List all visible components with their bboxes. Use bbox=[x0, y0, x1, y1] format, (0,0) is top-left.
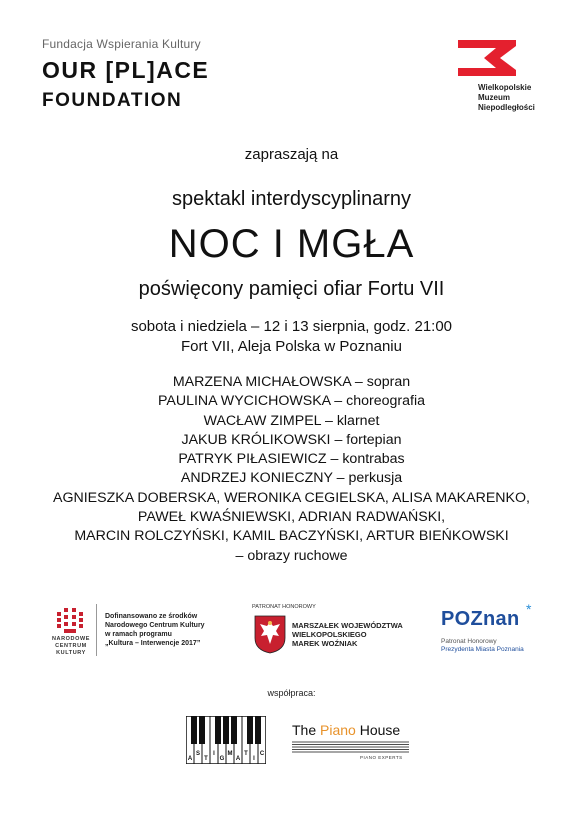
piano-house-subtitle: PIANO EXPERTS bbox=[360, 755, 403, 760]
astigmatic-letter: G bbox=[219, 756, 225, 762]
cooperation-label: współpraca: bbox=[267, 688, 316, 698]
astigmatic-letter: I bbox=[213, 751, 215, 757]
nck-logo-line: CENTRUM bbox=[55, 643, 87, 649]
org-logo-line1: OUR [PL]ACE bbox=[42, 57, 210, 83]
event-place: Fort VII, Aleja Polska w Poznaniu bbox=[181, 338, 402, 355]
nck-logo-text bbox=[46, 636, 96, 657]
astigmatic-letter: T bbox=[244, 751, 248, 757]
nck-description bbox=[105, 612, 225, 648]
patronat-label: PATRONAT HONOROWY bbox=[252, 604, 316, 610]
cast-line: WACŁAW ZIMPEL – klarnet bbox=[203, 412, 380, 429]
event-subtitle: spektakl interdyscyplinarny bbox=[172, 188, 411, 210]
marszalek-line: MARSZAŁEK WOJEWÓDZTWA bbox=[292, 621, 403, 630]
astigmatic-letter: S bbox=[195, 751, 201, 757]
org-logo-line2: FOUNDATION bbox=[42, 90, 183, 111]
cast-line: – obrazy ruchowe bbox=[235, 547, 348, 564]
cast-line: PAULINA WYCICHOWSKA – choreografia bbox=[157, 393, 426, 410]
poznan-prezydent: Prezydenta Miasta Poznania bbox=[441, 646, 524, 653]
museum-logo bbox=[456, 38, 518, 78]
astigmatic-letter: M bbox=[227, 751, 233, 757]
cast-line: MARCIN ROLCZYŃSKI, KAMIL BACZYŃSKI, ARTUR BIEŃKOWSKI bbox=[74, 528, 509, 545]
poznan-star-icon: * bbox=[526, 601, 532, 617]
cast-line: MARZENA MICHAŁOWSKA – sopran bbox=[172, 374, 411, 390]
event-date: sobota i niedziela – 12 i 13 sierpnia, godz. 21:00 bbox=[130, 318, 453, 335]
nck-logo-line: NARODOWE bbox=[51, 636, 91, 642]
cast-line: ANDRZEJ KONIECZNY – perkusja bbox=[180, 470, 403, 487]
astigmatic-letter: A bbox=[235, 756, 241, 762]
museum-name bbox=[478, 83, 535, 113]
marszalek-line: WIELKOPOLSKIEGO bbox=[292, 630, 367, 639]
nck-divider bbox=[96, 604, 97, 656]
astigmatic-logo-icon bbox=[186, 716, 266, 764]
nck-logo-line: KULTURY bbox=[56, 650, 86, 656]
poznan-logo: POZnan bbox=[441, 608, 520, 630]
cast-list bbox=[0, 373, 583, 566]
cast-line: JAKUB KRÓLIKOWSKI – fortepian bbox=[181, 431, 402, 448]
nck-desc-line: w ramach programu bbox=[105, 631, 172, 638]
cast-line: AGNIESZKA DOBERSKA, WERONIKA CEGIELSKA, ALISA MAKARENKO, bbox=[52, 489, 530, 506]
nck-desc-line: Narodowego Centrum Kultury bbox=[105, 622, 205, 629]
marszalek-line: MAREK WOŹNIAK bbox=[292, 639, 358, 648]
nck-logo-icon bbox=[56, 606, 84, 634]
museum-name-line: Niepodległości bbox=[478, 103, 535, 112]
invite-text: zapraszają na bbox=[244, 146, 339, 163]
cast-line: PAWEŁ KWAŚNIEWSKI, ADRIAN RADWAŃSKI, bbox=[137, 509, 446, 526]
org-name-small: Fundacja Wspierania Kultury bbox=[42, 37, 201, 51]
astigmatic-letter: A bbox=[187, 756, 193, 762]
astigmatic-letter: T bbox=[204, 756, 208, 762]
eagle-crest-icon bbox=[253, 614, 287, 654]
museum-name-line: Wielkopolskie bbox=[478, 83, 532, 92]
nck-desc-line: Dofinansowano ze środków bbox=[105, 613, 198, 620]
marszalek-text bbox=[292, 621, 403, 648]
music-staff-icon bbox=[292, 741, 409, 753]
astigmatic-letter: C bbox=[259, 751, 265, 757]
event-title: NOC I MGŁA bbox=[168, 222, 415, 266]
cast-line: PATRYK PIŁASIEWICZ – kontrabas bbox=[178, 451, 405, 468]
piano-house-pre: The bbox=[292, 722, 321, 738]
piano-house-post: House bbox=[355, 722, 401, 738]
nck-desc-line: „Kultura – Interwencje 2017” bbox=[105, 640, 201, 647]
museum-name-line: Muzeum bbox=[478, 93, 510, 102]
event-dedication: poświęcony pamięci ofiar Fortu VII bbox=[138, 278, 445, 300]
astigmatic-letter: I bbox=[253, 756, 255, 762]
poznan-patronat: Patronat Honorowy bbox=[441, 638, 497, 645]
piano-house-highlight: Piano bbox=[320, 722, 356, 738]
piano-house-logo bbox=[292, 722, 400, 738]
